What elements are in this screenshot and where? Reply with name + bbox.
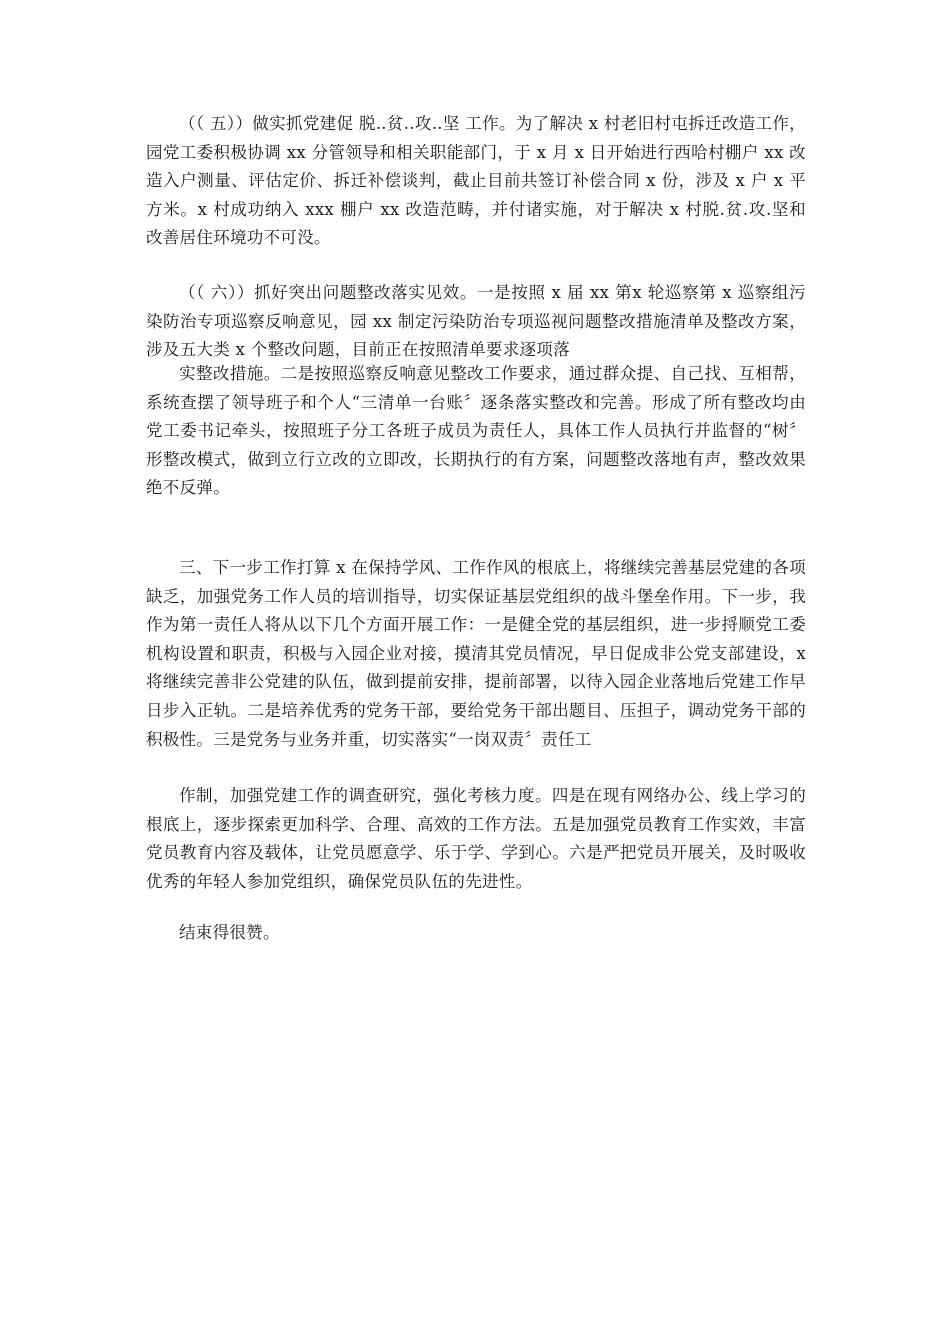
paragraph-party-building-poverty: （（ 五））做实抓党建促 脱..贫..攻..坚 工作。为了解决 x 村老旧村屯拆迁改造工作，园党工委积极协调 xx 分管领导和相关职能部门，于 x 月 x 日开始进行西哈村棚户 xx 改造入户测量、评估定价、拆迁补偿谈判，截止目前共签订补偿合同 x 份，涉及 x 户 x 平方米。x 村成功纳入 xxx 棚户 xx 改造范畴，并付诸实施，对于解决 x 村脱.贫.攻.坚和改善居住环境功不可没。 — [146, 114, 806, 248]
paragraph-next-steps-continued: 作制，加强党建工作的调查研究，强化考核力度。四是在现有网络办公、线上学习的根底上，逐步探索更加科学、合理、高效的工作方法。五是加强党员教育工作实效，丰富党员教育内容及载体，让党员愿意学、乐于学、学到心。六是严把党员开展关，及时吸收优秀的年轻人参加党组织，确保党员队伍的先进性。 — [146, 786, 806, 891]
paragraph-rectification: （（ 六））抓好突出问题整改落实见效。一是按照 x 届 xx 第x 轮巡察第 x 巡察组污染防治专项巡察反响意见，园 xx 制定污染防治专项巡视问题整改措施清单及整改方案，涉及五大类 x 个整改问题，目前正在按照清单要求逐项落 — [146, 283, 806, 360]
paragraph-closing: 结束得很赞。 — [179, 923, 280, 942]
paragraph-next-steps: 三、下一步工作打算 x 在保持学风、工作作风的根底上，将继续完善基层党建的各项缺乏，加强党务工作人员的培训指导，切实保证基层党组织的战斗堡垒作用。下一步，我作为第一责任人将从以下几个方面开展工作：一是健全党的基层组织，进一步捋顺党工委机构设置和职责，积极与入园企业对接，摸清其党员情况，早日促成非公党支部建设，x 将继续完善非公党建的队伍，做到提前安排，提前部署，以待入园企业落地后党建工作早日步入正轨。二是培养优秀的党务干部，要给党务干部出题目、压担子，调动党务干部的积极性。三是党务与业务并重，切实落实“一岗双责〞责任工 — [146, 558, 806, 749]
paragraph-rectification-continued: 实整改措施。二是按照巡察反响意见整改工作要求，通过群众提、自己找、互相帮，系统查摆了领导班子和个人“三清单一台账〞逐条落实整改和完善。形成了所有整改均由党工委书记牵头，按照班子分工各班子成员为责任人，具体工作人员执行并监督的“树〞形整改模式，做到立行立改的立即改，长期执行的有方案，问题整改落地有声，整改效果绝不反弹。 — [146, 364, 806, 498]
